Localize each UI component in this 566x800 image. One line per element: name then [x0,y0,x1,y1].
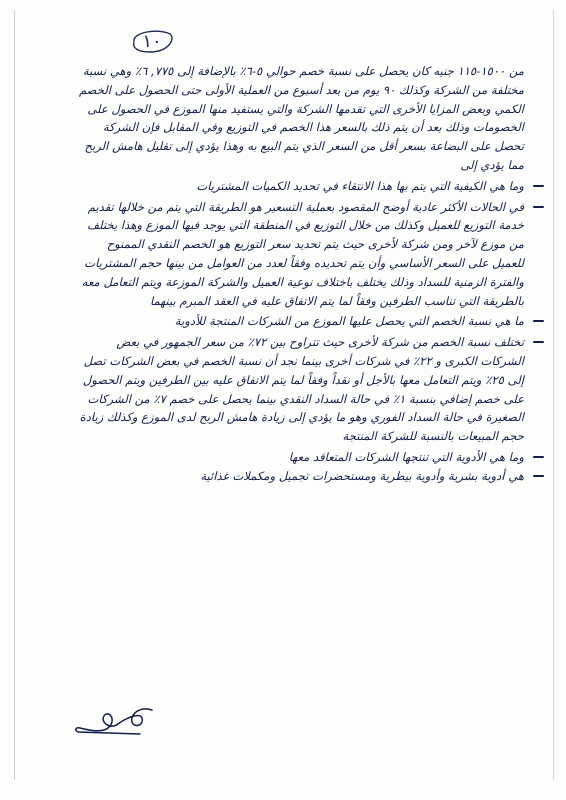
paragraph-7: هي أدوية بشرية وأدوية بيطرية ومستحضرات تجميل ومكملات غذائية [78,467,524,486]
signature [70,700,160,740]
page-number-circle-icon [128,26,176,56]
paragraph-3: في الحالات الأكثر عادية أوضح المقصود بعملية التسعير هو الطريقة التي يتم من خلالها تقديم خدمة التوزيع للعميل وكذلك من خلال التوزيع في المنطقة التي يوجد فيها الموزع وهذا يختلف من موزع لآخر ومن شركة لأخرى حيث يتم تحديد سعر التوزيع هو الخصم النقدي الممنوح للعميل على السعر الأساسي وأن يتم تحديده وفقاً لعدد من العوامل من بينها حجم المشتريات والفترة الزمنية للسداد وذلك يختلف باختلاف نوعية العميل والشركة الموزعة ويتم التعامل معه بالطريقة التي تناسب الطرفين وفقاً لما يتم الاتفاق عليه في العقد المبرم بينهما [78,198,524,311]
paragraph-6: وما هي الأدوية التي تنتجها الشركات المتعاقد معها [78,448,524,467]
paragraph-4: ما هي نسبة الخصم التي يحصل عليها الموزع من الشركات المنتجة للأدوية [78,312,524,331]
signature-icon [70,700,160,740]
paragraph-1: من ١٥٠٠-١١٥ جنيه كان يحصل على نسبة خصم حوالي ٥-٦٪ بالإضافة إلى ٧٧٥, ٦٪ وهي نسبة مختلفة من الشركة وكذلك ٩٠ يوم من بعد أسبوع من العملية الأولى حتى الحصول على الخصم الكمي وبعض المزايا الأخرى التي تقدمها الشركة والتي يستفيد منها الموزع في الحصول على الخصومات وذلك بعد أن يتم ذلك بالسعر هذا الخصم في التوزيع وفي المقابل فإن الشركة تحصل على البضاعة بسعر أقل من السعر الذي يتم البيع به وهذا يؤدي إلى تقليل هامش الربح مما يؤدي إلى [78,64,524,172]
paragraph-2: وما هي الكيفية التي يتم بها هذا الانتقاء في تحديد الكميات المشتريات [78,177,524,196]
page-number-text: ١٠ [142,30,162,52]
page-number [128,26,176,56]
handwritten-body [78,62,524,486]
paragraph-5: تختلف نسبة الخصم من شركة لأخرى حيث تتراوح بين ٧٢٪ من سعر الجمهور في بعض الشركات الكبرى و ٢٢٪ في شركات أخرى بينما نجد أن نسبة الخصم في بعض الشركات تصل إلى ٢٥٪ ويتم التعامل معها بالأجل أو نقداً وفقاً لما يتم الاتفاق عليه بين الطرفين ويتم الحصول على خصم إضافي بنسبة ١٪ في حالة السداد النقدي بينما يحصل على خصم ٧٪ من الشركات الصغيرة في حالة السداد الفوري وهو ما يؤدي إلى زيادة هامش الربح لدى الموزع وكذلك زيادة حجم المبيعات بالنسبة للشركة المنتجة [78,333,524,446]
